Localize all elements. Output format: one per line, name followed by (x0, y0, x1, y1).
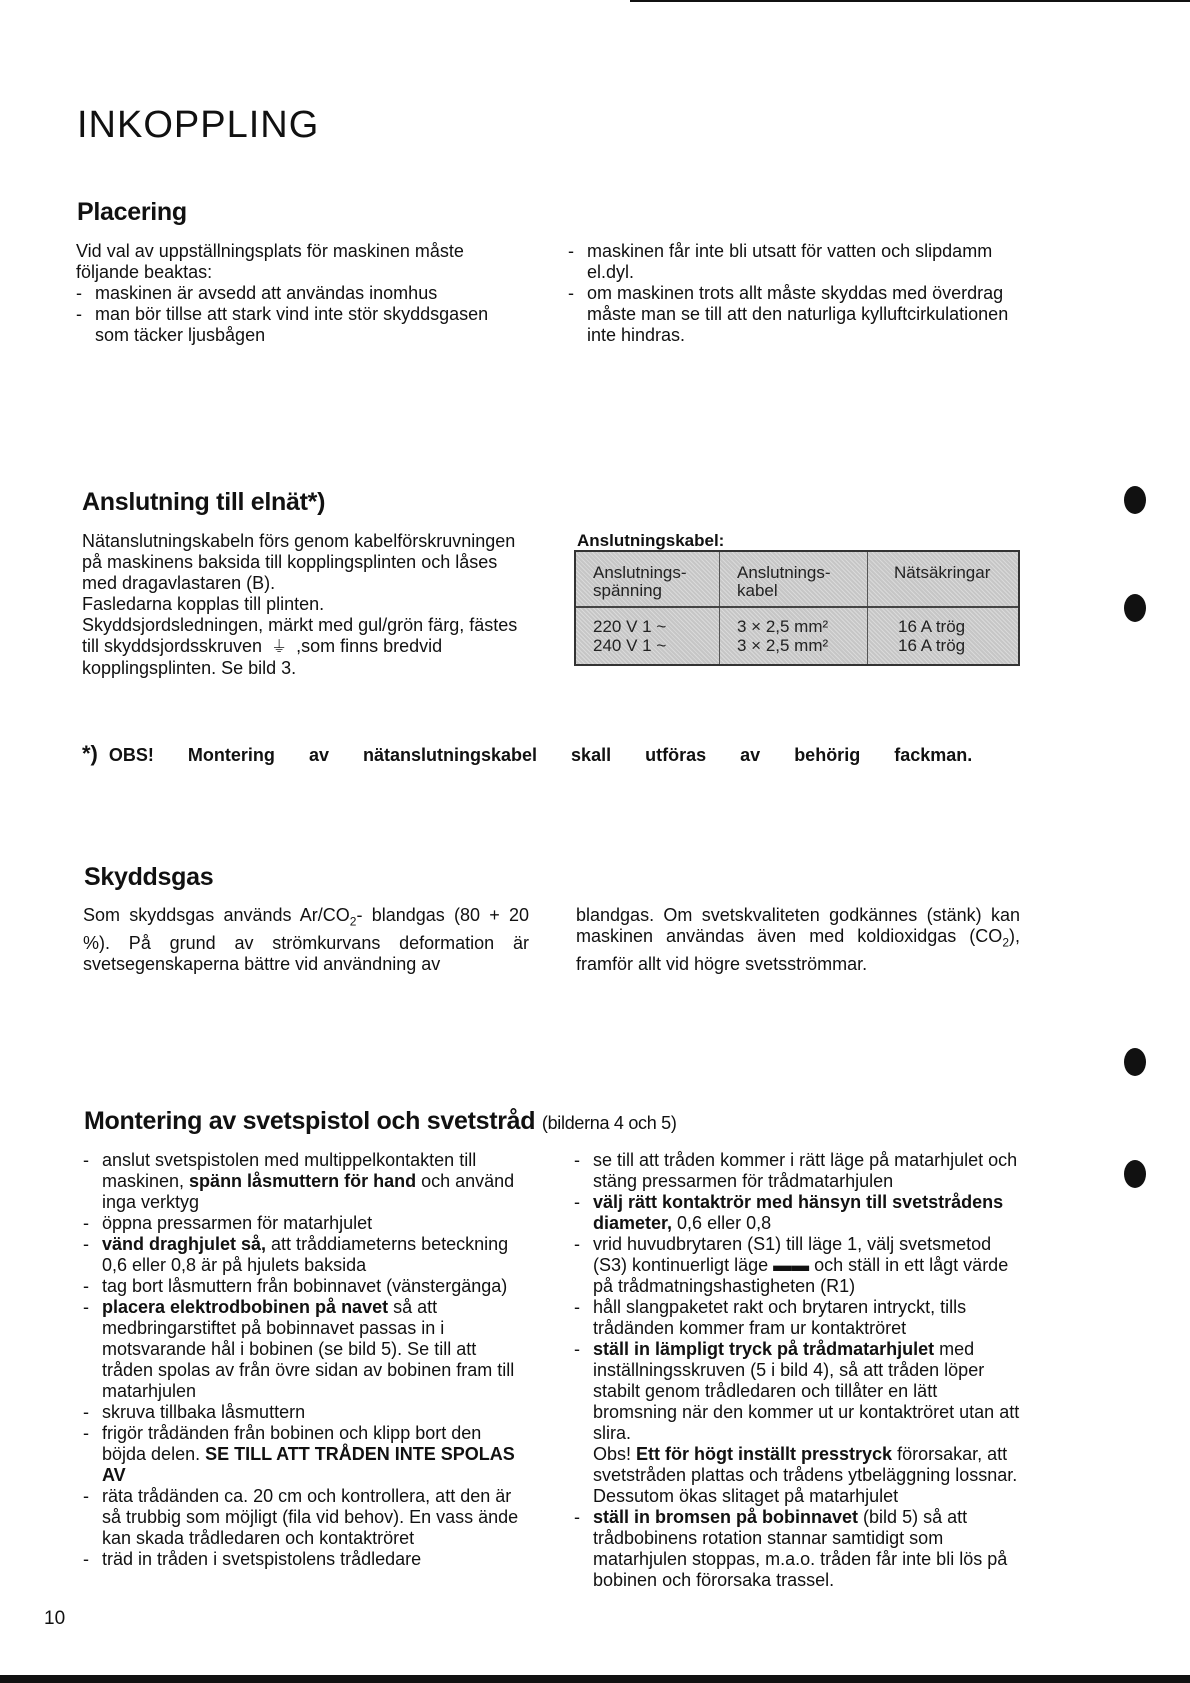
anslutning-paragraph-2: Fasledarna kopplas till plinten. (82, 594, 325, 614)
table-cell: 16 A trög (898, 636, 966, 655)
table-cell: 3 × 2,5 mm² (737, 636, 829, 655)
list-item: - se till att tråden kommer i rätt läge på matarhjulet och stäng pressarmen för trådmatarhjulen (574, 1150, 1021, 1192)
connection-table (574, 550, 1020, 666)
anslutning-paragraph-1: Nätanslutningskabeln förs genom kabelförskruvningen på maskinens baksida till kopplingsplinten och låses med dragavlastaren (B). (82, 531, 516, 593)
table-cell: 240 V 1 ~ (593, 636, 667, 655)
list-item: - tag bort låsmuttern från bobinnavet (vänstergänga) (83, 1276, 530, 1297)
page-title: INKOPPLING (77, 104, 320, 146)
list-item: - maskinen får inte bli utsatt för vatten och slipdamm el.dyl. (568, 241, 1020, 283)
heading-suffix: (bilderna 4 och 5) (541, 1113, 677, 1133)
list-item: - man bör tillse att stark vind inte stör skyddsgasen som täcker ljusbågen (76, 304, 523, 346)
list-item: - maskinen är avsedd att användas inomhus (76, 283, 523, 304)
list-item: - placera elektrodbobinen på navet så att medbringarstiftet på bobinnavet passas in i motsvarande hål i bobinen (se bild 5). Se till att tråden spolas av från övre sidan av bobinen fram till matarhjulen (83, 1297, 530, 1402)
placering-right-list (568, 241, 1020, 346)
table-cell: 16 A trög (898, 617, 966, 636)
margin-marker-icon (1124, 486, 1146, 514)
table-header-cell: Anslutnings-spänning (593, 563, 687, 600)
list-item: - räta trådänden ca. 20 cm och kontrollera, att den är så trubbig som möjligt (fila vid behov). En vass ände kan skada trådledaren och kontaktröret (83, 1486, 530, 1549)
list-item: - håll slangpaketet rakt och brytaren intryckt, tills trådänden kommer fram ur kontaktröret (574, 1297, 1021, 1339)
footnote-marker: *) (82, 741, 98, 766)
list-item: - träd in tråden i svetspistolens trådledare (83, 1549, 530, 1570)
placering-right-column (568, 241, 1020, 346)
earth-ground-icon: ⏚ (271, 639, 288, 656)
placering-left-column (76, 241, 523, 346)
list-item: - vrid huvudbrytaren (S1) till läge 1, välj svetsmetod (S3) kontinuerligt läge ▬▬ och ställ in ett lågt värde på trådmatningshastigheten (R1) (574, 1234, 1021, 1297)
montering-right-column (574, 1150, 1021, 1591)
placering-left-list (76, 283, 523, 346)
table-header-cell: Anslutnings-kabel (737, 563, 831, 600)
list-item: - ställ in bromsen på bobinnavet (bild 5) så att trådbobinens rotation stannar samtidigt som matarhjulen stoppas, m.a.o. tråden får inte bli lös på bobinen och förorsaka trassel. (574, 1507, 1021, 1591)
section-heading-placering: Placering (77, 198, 187, 226)
list-item: - vänd draghjulet så, att tråddiameterns beteckning 0,6 eller 0,8 är på hjulets baksida (83, 1234, 530, 1276)
obs-note: *) OBS! Montering av nätanslutningskabel skall utföras av behörig fackman. (82, 741, 973, 766)
montering-right-list (574, 1150, 1021, 1444)
skyddsgas-right-text: blandgas. Om svetskvaliteten godkännes (stänk) kan maskinen användas även med koldioxidgas $(CO_2)$, framför allt vid högre svetsströmmar. (576, 905, 1020, 974)
table-header-cell: Nätsäkringar (894, 563, 991, 582)
bottom-border-line (0, 1675, 1190, 1683)
section-heading-skyddsgas: Skyddsgas (84, 863, 214, 891)
anslutning-text (82, 531, 528, 679)
list-item: - skruva tillbaka låsmuttern (83, 1402, 530, 1423)
section-heading-anslutning: Anslutning till elnät*) (82, 488, 326, 516)
list-item: - anslut svetspistolen med multippelkontakten till maskinen, spänn låsmuttern för hand och använd inga verktyg (83, 1150, 530, 1213)
pressure-note: Obs! Ett för högt inställt presstryck förorsakar, att svetstråden plattas och trådens ytbeläggning lossnar. Dessutom ökas slitaget på matarhjulet (593, 1444, 1018, 1506)
montering-right-list-end (574, 1507, 1021, 1591)
montering-left-list (83, 1150, 530, 1570)
list-item: - välj rätt kontaktrör med hänsyn till svetstrådens diameter, 0,6 eller 0,8 (574, 1192, 1021, 1234)
margin-marker-icon (1124, 1160, 1146, 1188)
list-item: - frigör trådänden från bobinen och klipp bort den böjda delen. SE TILL ATT TRÅDEN INTE SPOLAS AV (83, 1423, 530, 1486)
section-heading-montering: Montering av svetspistol och svetstråd (bilderna 4 och 5) (84, 1107, 677, 1135)
skyddsgas-left-text: Som skyddsgas används $Ar/CO_2-$ blandgas (80 + 20 %). På grund av strömkurvans deformation är svetsegenskaperna bättre vid användning av (83, 905, 529, 974)
table-cell: 220 V 1 ~ (593, 617, 667, 636)
list-item: - om maskinen trots allt måste skyddas med överdrag måste man se till att den naturliga kylluftcirkulationen inte hindras. (568, 283, 1020, 346)
top-border-line (630, 0, 1190, 2)
anslutning-paragraph-3: Skyddsjordsledningen, märkt med gul/grön färg, fästes till skyddsjordsskruven ⏚ ,som finns bredvid kopplingsplinten. Se bild 3. (82, 615, 518, 678)
placering-intro: Vid val av uppställningsplats för maskinen måste följande beaktas: (76, 241, 464, 282)
margin-marker-icon (1124, 1048, 1146, 1076)
table-cell: 3 × 2,5 mm² (737, 617, 829, 636)
margin-marker-icon (1124, 594, 1146, 622)
list-item: - ställ in lämpligt tryck på trådmatarhjulet med inställningsskruven (5 i bild 4), så att tråden löper stabilt genom trådledaren och tillåter en lätt bromsning när den kommer ut ur kontaktröret utan att slira. (574, 1339, 1021, 1444)
page-number: 10 (44, 1608, 66, 1629)
table-caption: Anslutningskabel: (577, 531, 725, 550)
montering-left-column (83, 1150, 530, 1570)
list-item: - öppna pressarmen för matarhjulet (83, 1213, 530, 1234)
